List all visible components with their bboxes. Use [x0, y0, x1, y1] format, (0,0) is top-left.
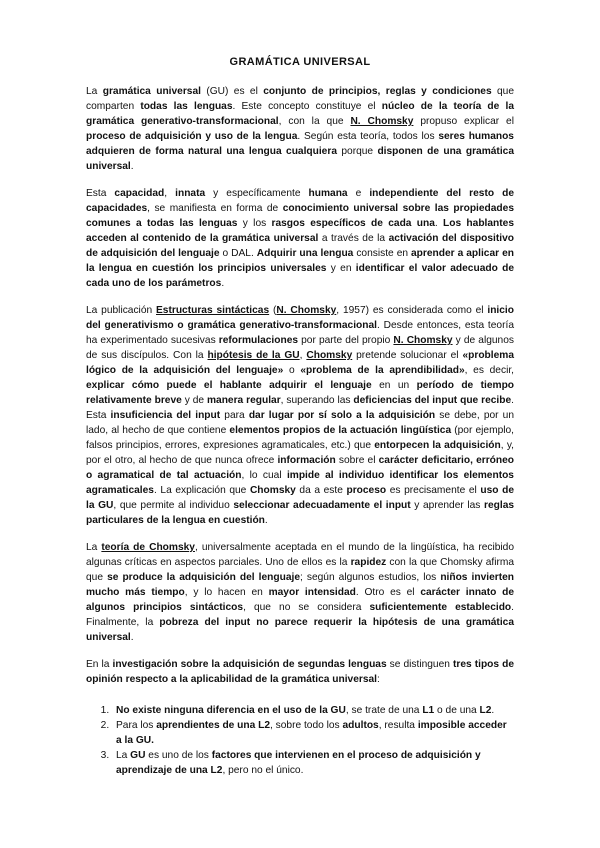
bold-text: núcleo de la teoría de la gramática generativo-transformacional: [86, 101, 514, 127]
bold-text: No existe ninguna diferencia en el uso de la GU: [116, 705, 346, 716]
body-text: en un: [371, 380, 417, 391]
bold-text: L2: [479, 705, 492, 716]
body-text: (por ejemplo, falsos principios, errores, expresiones agramaticales, etc.) que: [86, 425, 515, 451]
body-text: .: [130, 161, 134, 172]
bold-text: seres humanos adquieren de forma natural una lengua cualquiera: [86, 131, 514, 157]
bold-text: adultos: [342, 720, 379, 731]
body-text: e: [347, 188, 370, 199]
bold-text: niños invierten mucho más tiempo: [86, 572, 514, 598]
body-text: . Este concepto constituye el: [232, 101, 382, 112]
bold-text: reglas particulares de la lengua en cuestión: [86, 500, 515, 526]
bold-text: carácter innato de algunos principios sintácticos: [86, 587, 514, 613]
bold-text: conjunto de principios, reglas y condiciones: [263, 86, 492, 97]
body-text: , que no se considera: [243, 602, 370, 613]
bold-text: N. Chomsky: [393, 335, 453, 346]
body-text: , resulta: [378, 720, 418, 731]
body-text: por parte del propio: [298, 335, 394, 346]
bold-text: L1: [422, 705, 435, 716]
body-text: es precisamente el: [386, 485, 481, 496]
body-text: , 1957) es considerada como el: [336, 305, 488, 316]
body-text: La: [86, 542, 102, 553]
bold-text: se produce la adquisición del lenguaje: [107, 572, 300, 583]
bold-text: hipótesis de la GU: [207, 350, 300, 361]
body-text: . Otro es el: [355, 587, 421, 598]
bold-text: disponen de una gramática universal: [86, 146, 514, 172]
bold-text: rapidez: [350, 557, 387, 568]
body-text: , pero no el único.: [222, 765, 304, 776]
bold-text: manera regular: [206, 395, 281, 406]
bold-text: explicar cómo puede el hablante adquirir el lenguaje: [86, 380, 372, 391]
body-text: , se trate de una: [345, 705, 423, 716]
body-text: , se manifiesta en forma de: [147, 203, 283, 214]
bold-text: Chomsky: [306, 350, 353, 361]
body-text: , y lo hacen en: [184, 587, 269, 598]
body-text: que comparten: [86, 86, 515, 112]
body-text: .: [491, 705, 495, 716]
bold-text: N. Chomsky: [276, 305, 337, 316]
body-text: con la que Chomsky afirma que: [86, 557, 515, 583]
body-text: da a este: [295, 485, 347, 496]
paragraph-second-languages: [86, 657, 514, 687]
bold-text: inicio del generativismo o gramática generativo-transformacional: [86, 305, 514, 331]
bold-text: suficientemente establecido: [369, 602, 512, 613]
body-text: .: [221, 278, 225, 289]
body-text: , sobre todo los: [270, 720, 343, 731]
body-text: . Esta: [86, 395, 514, 421]
bold-text: uso de la GU: [86, 485, 514, 511]
body-text: se debe, por un lado, al hecho de que contiene: [86, 410, 515, 436]
document-title: GRAMÁTICA UNIVERSAL: [229, 56, 371, 68]
body-text: y específicamente: [205, 188, 309, 199]
bold-text: gramática universal: [102, 86, 201, 97]
bold-text: Adquirir una lengua: [256, 248, 354, 259]
body-text: o de una: [434, 705, 480, 716]
body-text: propuso explicar el: [413, 116, 514, 127]
bold-text: deficiencias del input que recibe: [353, 395, 512, 406]
body-text: , es decir,: [464, 365, 514, 376]
body-text: o DAL.: [219, 248, 257, 259]
body-text: pretende solucionar el: [352, 350, 463, 361]
body-text: Para los: [116, 720, 157, 731]
paragraph-criticism: [86, 540, 514, 645]
body-text: y en: [326, 263, 356, 274]
body-text: ; según algunos estudios, los: [299, 572, 441, 583]
body-text: .: [434, 218, 444, 229]
body-text: .: [130, 632, 134, 643]
list-item: [112, 718, 514, 748]
bold-text: pobreza del input no parece requerir la hipótesis de una gramática universal: [86, 617, 514, 643]
bold-text: factores que intervienen en el proceso de adquisición y aprendizaje de una L2: [116, 750, 481, 776]
paragraph-capacity: [86, 186, 514, 291]
body-text: a través de la: [318, 233, 389, 244]
body-text: para: [220, 410, 249, 421]
bold-text: capacidad: [114, 188, 165, 199]
body-text: sobre el: [335, 455, 379, 466]
bold-text: dar lugar por sí solo a la adquisición: [248, 410, 436, 421]
body-text: , lo cual: [241, 470, 287, 481]
body-text: es uno de los: [145, 750, 212, 761]
body-text: ,: [299, 350, 307, 361]
bold-text: carácter deficitario, erróneo o agramatical de tal actuación: [86, 455, 514, 481]
body-text: (: [269, 305, 277, 316]
bold-text: imposible acceder a la GU.: [116, 720, 507, 746]
bold-text: Chomsky: [249, 485, 296, 496]
body-text: (GU) es el: [200, 86, 264, 97]
body-text: se distinguen: [386, 659, 453, 670]
list-item: [112, 748, 514, 778]
bold-text: «problema de la aprendibilidad»: [300, 365, 465, 376]
body-text: y de: [181, 395, 207, 406]
body-text: La publicación: [86, 305, 156, 316]
body-text: Esta: [86, 188, 115, 199]
bold-text: elementos propios de la actuación lingüística: [229, 425, 452, 436]
bold-text: N. Chomsky: [350, 116, 414, 127]
bold-text: innata: [175, 188, 206, 199]
body-text: . Desde entonces, esta teoría ha experimentado sucesivas: [86, 320, 514, 346]
body-text: y de algunos de sus discípulos. Con la: [86, 335, 514, 361]
bold-text: Estructuras sintácticas: [156, 305, 270, 316]
paragraph-history: [86, 303, 514, 528]
bold-text: investigación sobre la adquisición de segundas lenguas: [112, 659, 387, 670]
bold-text: información: [277, 455, 336, 466]
body-text: La: [86, 86, 103, 97]
bold-text: activación del dispositivo de adquisición del lenguaje: [86, 233, 514, 259]
bold-text: impide al individuo identificar los elementos agramaticales: [86, 470, 514, 496]
body-text: .: [264, 515, 268, 526]
bold-text: «problema lógico de la adquisición del lenguaje»: [86, 350, 514, 376]
bold-text: tres tipos de opinión respecto a la aplicabilidad de la gramática universal: [86, 659, 514, 685]
body-text: porque: [336, 146, 378, 157]
body-text: consiste en: [353, 248, 412, 259]
bold-text: período de tiempo relativamente breve: [86, 380, 515, 406]
body-text: , universalmente aceptada en el mundo de la lingüística, ha recibido algunas críticas en aspectos parciales. Uno de ellos es la: [86, 542, 514, 568]
bold-text: independiente del resto de capacidades: [86, 188, 514, 214]
body-text: . Finalmente, la: [86, 602, 514, 628]
bold-text: entorpecen la adquisición: [374, 440, 501, 451]
bold-text: humana: [308, 188, 348, 199]
bold-text: identificar el valor adecuado de cada uno de los parámetros: [86, 263, 515, 289]
bold-text: proceso de adquisición y uso de la lengua: [86, 131, 298, 142]
bold-text: mayor intensidad: [268, 587, 356, 598]
bold-text: insuficiencia del input: [110, 410, 221, 421]
body-text: , que permite al individuo: [113, 500, 234, 511]
body-text: En la: [86, 659, 113, 670]
body-text: . La explicación que: [153, 485, 250, 496]
paragraph-intro: [86, 84, 514, 174]
opinion-list: [86, 703, 514, 778]
bold-text: seleccionar adecuadamente el input: [233, 500, 411, 511]
body-text: :: [377, 674, 380, 685]
bold-text: aprendientes de una L2: [156, 720, 270, 731]
bold-text: proceso: [346, 485, 387, 496]
body-text: y los: [237, 218, 272, 229]
body-text: o: [283, 365, 301, 376]
body-text: La: [116, 750, 131, 761]
body-text: , con la que: [278, 116, 351, 127]
bold-text: GU: [130, 750, 146, 761]
bold-text: conocimiento universal sobre las propiedades comunes a todas las lenguas: [86, 203, 514, 229]
bold-text: aprender a aplicar en la lengua en cuestión los principios universales: [86, 248, 514, 274]
body-text: , y, por el otro, al hecho de que nunca ofrece: [86, 440, 514, 466]
list-item: [112, 703, 514, 718]
body-text: . Según esta teoría, todos los: [297, 131, 439, 142]
body-text: ,: [164, 188, 176, 199]
bold-text: rasgos específicos de cada una: [271, 218, 435, 229]
bold-text: teoría de Chomsky: [101, 542, 195, 553]
bold-text: todas las lenguas: [140, 101, 233, 112]
bold-text: reformulaciones: [218, 335, 299, 346]
body-text: , superando las: [280, 395, 354, 406]
body-text: y aprender las: [410, 500, 485, 511]
bold-text: Los hablantes acceden al contenido de la gramática universal: [86, 218, 514, 244]
